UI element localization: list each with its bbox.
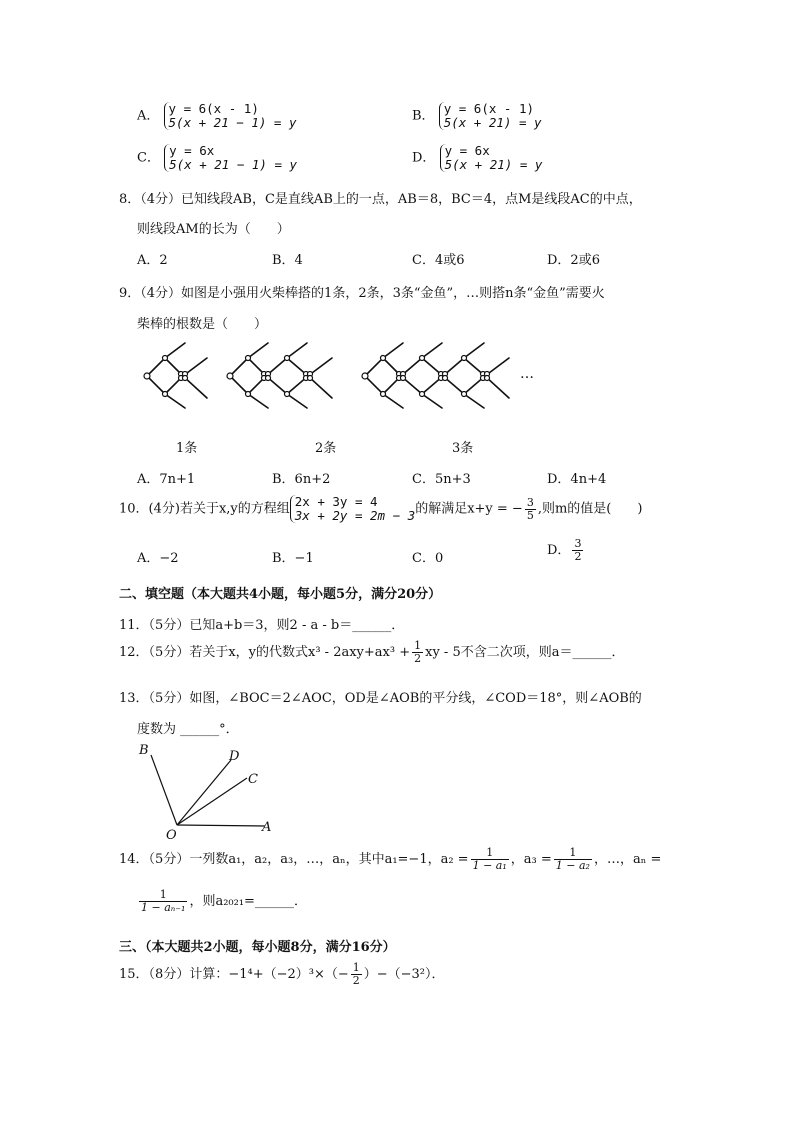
section-2-heading: 二、填空题（本大题共4小题，每小题5分，满分20分） xyxy=(119,587,442,602)
q14-mid1: ，a₃ = xyxy=(510,852,552,867)
q14-stem-line1 xyxy=(119,847,661,872)
q14-stem-line2 xyxy=(137,889,307,914)
q10-middle: 的解满足x+y = − xyxy=(415,501,523,517)
q11-stem: 11．（5分）已知a+b＝3，则2 - a - b＝______． xyxy=(119,618,405,633)
q8-option-b: B．4 xyxy=(272,253,303,268)
q10-prefix: 10．(4分)若关于x,y的方程组 xyxy=(119,501,290,517)
fraction xyxy=(139,889,187,914)
fraction xyxy=(554,847,592,872)
ray-oa xyxy=(177,825,265,826)
equation-line: y = 6x xyxy=(169,143,215,158)
q10-suffix: ,则m的值是( ) xyxy=(537,501,643,517)
fraction xyxy=(471,847,509,872)
q14-mid2: ，…，aₙ = xyxy=(593,852,662,867)
equation-system xyxy=(440,144,543,172)
equation-line: y = 6(x - 1) xyxy=(443,101,535,116)
ray-ob xyxy=(151,755,177,825)
fraction-denominator: 1 − a₂ xyxy=(555,859,590,872)
fraction-numerator: 3 xyxy=(526,495,534,509)
fraction-numerator: 1 xyxy=(486,846,494,859)
label-b: B xyxy=(139,743,149,758)
label-a: A xyxy=(262,820,272,835)
q9-option-a: A．7n+1 xyxy=(137,472,196,487)
equation-system xyxy=(164,144,297,172)
fraction-numerator: 3 xyxy=(574,537,582,550)
q14-suffix: ，则a₂₀₂₁=______． xyxy=(189,894,307,909)
q9-option-c: C．5n+3 xyxy=(412,472,471,487)
fraction-numerator: 1 xyxy=(159,888,167,901)
q10-option-d xyxy=(547,538,585,563)
q15-suffix: ）−（−3²）． xyxy=(363,967,445,982)
q12-stem xyxy=(119,640,624,665)
q7-option-b xyxy=(412,102,542,130)
q15-prefix: 15．（8分）计算：−1⁴+（−2）³×（− xyxy=(119,967,349,982)
q9-option-d: D．4n+4 xyxy=(547,472,607,487)
q13-stem-line1: 13．（5分）如图，∠BOC＝2∠AOC，OD是∠AOB的平分线，∠COD＝18°，则∠AOB的 xyxy=(119,691,642,706)
q8-stem-line1: 8．（4分）已知线段AB，C是直线AB上的一点，AB＝8，BC＝4，点M是线段AC的中点， xyxy=(119,192,642,207)
fraction xyxy=(525,497,536,522)
label-c: C xyxy=(248,772,258,787)
fraction xyxy=(412,640,423,665)
option-label: C． xyxy=(137,150,160,166)
equation-line: 5(x + 21) = y xyxy=(443,115,542,130)
equation-system xyxy=(164,102,297,130)
caption-2: 2条 xyxy=(315,441,337,456)
equation-line: 5(x + 21 − 1) = y xyxy=(169,157,298,172)
q8-option-d: D．2或6 xyxy=(547,253,600,268)
angle-figure xyxy=(135,740,280,840)
equation-line: 3x + 2y = 2m − 3 xyxy=(294,508,416,523)
q14-prefix: 14．（5分）一列数a₁，a₂，a₃，…，aₙ，其中a₁=−1，a₂ = xyxy=(119,852,469,867)
equation-line: y = 6(x - 1) xyxy=(168,101,259,116)
q8-stem-line2: 则线段AM的长为（ ） xyxy=(137,222,290,237)
fraction-denominator: 2 xyxy=(414,652,422,665)
caption-1: 1条 xyxy=(176,441,198,456)
equation-system xyxy=(290,495,415,523)
label-o: O xyxy=(166,828,177,843)
option-label: D． xyxy=(547,543,571,558)
section-3-heading: 三、（本大题共2小题，每小题8分，满分16分） xyxy=(119,940,396,955)
q9-stem-line1: 9．（4分）如图是小强用火柴棒搭的1条，2条，3条“金鱼”，…则搭n条“金鱼”需要火 xyxy=(119,286,605,301)
equation-system xyxy=(439,102,542,130)
equation-line: 5(x + 21 − 1) = y xyxy=(168,115,297,130)
q10-option-c: C．0 xyxy=(412,551,444,566)
q8-option-a: A．2 xyxy=(137,253,168,268)
fraction xyxy=(572,538,583,563)
equation-line: 5(x + 21) = y xyxy=(444,157,543,172)
fraction xyxy=(351,962,362,987)
caption-3: 3条 xyxy=(452,441,474,456)
fraction-denominator: 2 xyxy=(574,550,582,563)
q8-option-c: C．4或6 xyxy=(412,253,465,268)
q7-option-c xyxy=(137,144,297,172)
fraction-denominator: 1 − a₁ xyxy=(472,859,507,872)
ray-od xyxy=(177,760,231,825)
fraction-numerator: 1 xyxy=(569,846,577,859)
label-d: D xyxy=(229,749,240,764)
option-label: D． xyxy=(412,150,436,166)
equation-line: y = 6x xyxy=(444,143,490,158)
q10-option-a: A．−2 xyxy=(137,551,179,566)
fraction-denominator: 5 xyxy=(526,508,534,522)
q9-stem-line2: 柴棒的根数是（ ） xyxy=(137,317,268,332)
q9-option-b: B．6n+2 xyxy=(272,472,331,487)
q13-stem-line2: 度数为 ______°． xyxy=(137,722,239,737)
q12-prefix: 12．（5分）若关于x，y的代数式x³ - 2axy+ax³ + xyxy=(119,645,411,660)
q12-suffix: xy - 5不含二次项，则a＝______． xyxy=(425,645,625,660)
equation-line: 2x + 3y = 4 xyxy=(294,494,378,509)
fish-1 xyxy=(147,343,207,408)
fraction-numerator: 1 xyxy=(352,961,360,974)
option-label: B． xyxy=(412,108,435,124)
fraction-denominator: 2 xyxy=(352,974,360,987)
q7-option-a xyxy=(137,102,296,130)
fraction-denominator: 1 − aₙ₋₁ xyxy=(141,901,186,914)
q10-stem xyxy=(119,495,642,523)
fish-2 xyxy=(230,343,332,408)
q10-option-b: B．−1 xyxy=(272,551,314,566)
figure-ellipsis: … xyxy=(520,366,534,382)
q15-stem xyxy=(119,962,445,987)
goldfish-matchstick-figure xyxy=(135,338,555,418)
q7-option-d xyxy=(412,144,542,172)
option-label: A． xyxy=(137,108,160,124)
ray-oc xyxy=(177,778,247,825)
fraction-numerator: 1 xyxy=(414,639,422,652)
